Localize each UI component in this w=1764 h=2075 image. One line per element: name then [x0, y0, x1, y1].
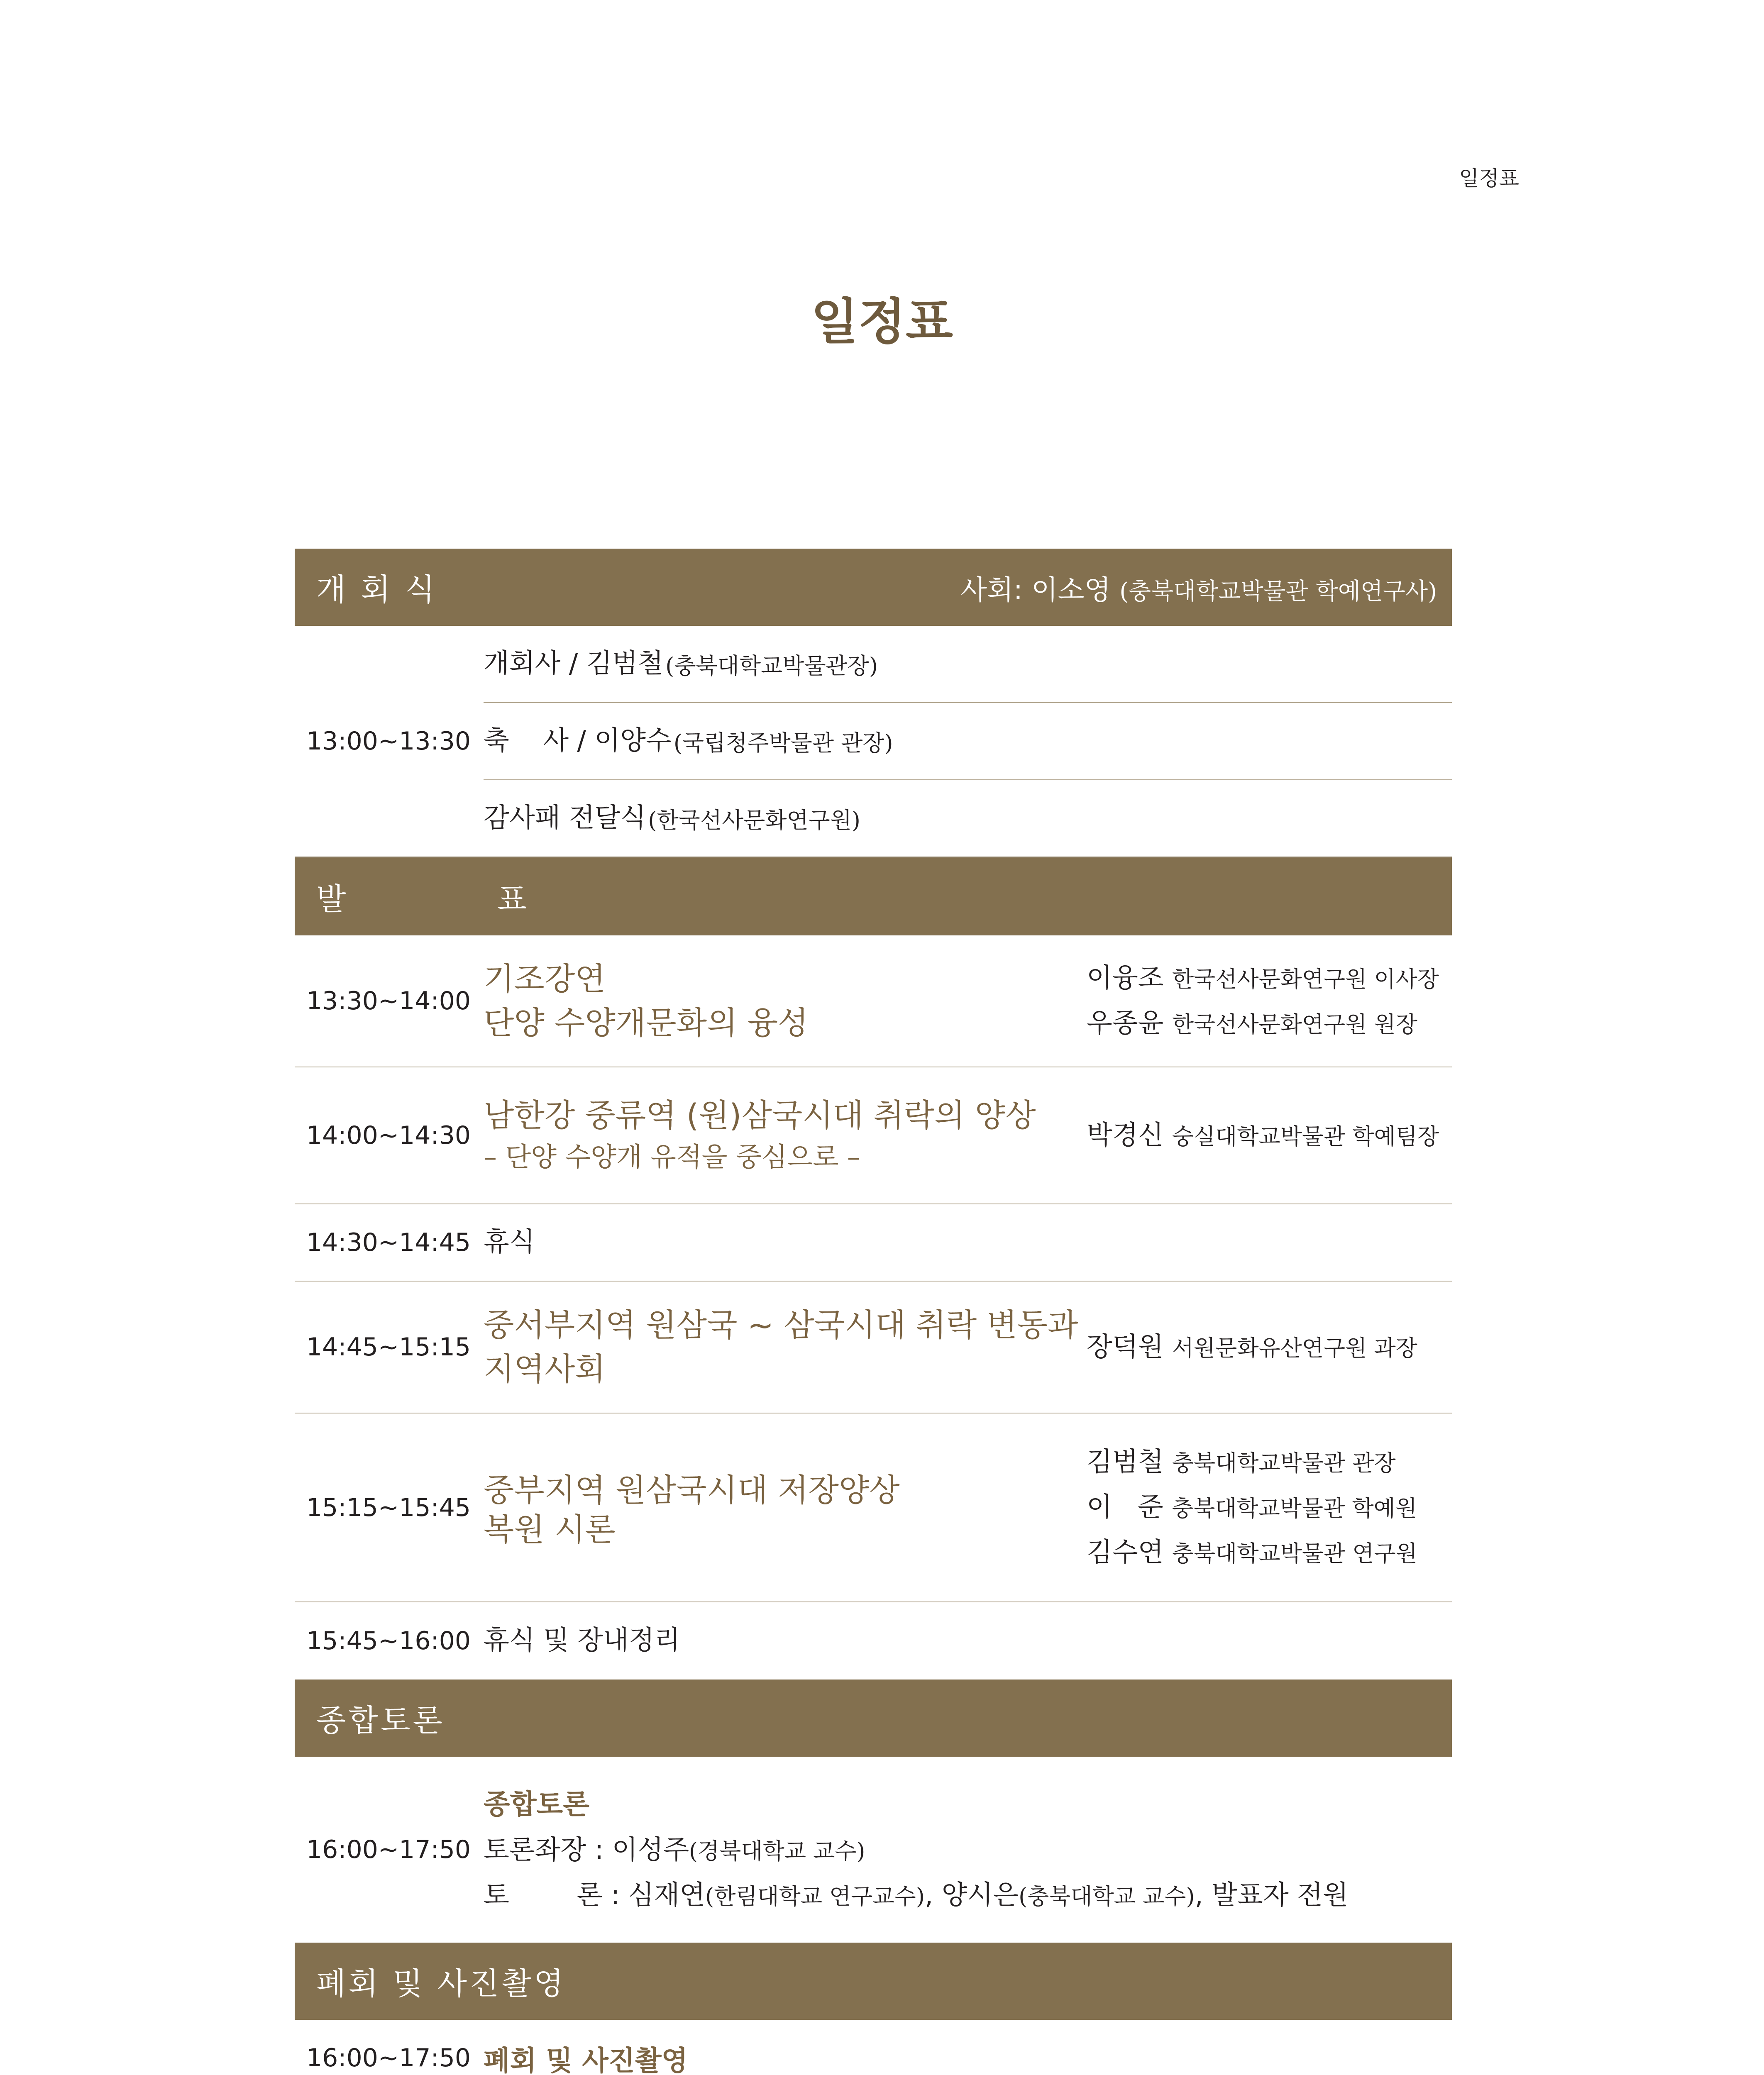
- title-line: 중부지역 원삼국시대 저장양상: [484, 1471, 900, 1509]
- presentation-title: [484, 1468, 1087, 1547]
- section-header-presentations: [295, 858, 1452, 935]
- section-header-discussion: [295, 1680, 1452, 1757]
- time-cell: 16:00~17:50: [306, 2043, 471, 2073]
- time-cell: 14:45~15:15: [306, 1333, 471, 1362]
- presentation-title: [484, 1303, 1087, 1391]
- discussion-row: [295, 1757, 1452, 1943]
- item-text: 축 사 / 이양수: [484, 725, 672, 757]
- break-row: [295, 1204, 1452, 1282]
- speaker: [1087, 1325, 1452, 1370]
- speaker-name: 이융조: [1087, 963, 1164, 994]
- page-title: 일정표: [811, 293, 953, 350]
- speaker: [1087, 1001, 1452, 1046]
- closing-text: 폐회 및 사진촬영: [484, 2044, 688, 2075]
- item-text: 개회사 / 김범철: [484, 648, 664, 679]
- title-line: 기조강연: [484, 960, 606, 997]
- discussion-panel: [484, 1873, 1452, 1918]
- presentation-title: [484, 1094, 1087, 1177]
- title-line: 복원 시론: [484, 1511, 616, 1548]
- time-cell: 15:45~16:00: [306, 1626, 471, 1655]
- speaker: [1087, 956, 1452, 1001]
- speaker: [1087, 1530, 1452, 1575]
- panel-affiliation: (한림대학교 연구교수): [705, 1883, 925, 1910]
- presentation-row: [295, 935, 1452, 1067]
- time-cell: 13:00~13:30: [306, 727, 471, 756]
- closing-item: [484, 2038, 1452, 2075]
- panel-label: 토 론 : 심재연: [484, 1880, 706, 1911]
- break-text: 휴식: [484, 1227, 535, 1258]
- host-affiliation: (충북대학교박물관 학예연구사): [1119, 578, 1437, 605]
- panel-member: , 양시은: [924, 1880, 1019, 1911]
- speaker-list: [1087, 1325, 1452, 1370]
- speaker-name: 우종윤: [1087, 1008, 1164, 1039]
- section-title: 발 표: [316, 881, 550, 917]
- break-text: 휴식 및 장내정리: [484, 1625, 680, 1656]
- discussion-content: [484, 1781, 1452, 1918]
- opening-row: [295, 626, 1452, 858]
- speaker-affiliation: 충북대학교박물관 학예원: [1172, 1495, 1417, 1522]
- panel-tail: , 발표자 전원: [1195, 1880, 1349, 1911]
- title-line: 지역사회: [484, 1350, 606, 1387]
- speaker-list: [1087, 1440, 1452, 1575]
- speaker-affiliation: 서원문화유산연구원 과장: [1172, 1335, 1417, 1361]
- speaker: [1087, 1113, 1452, 1158]
- speaker-affiliation: 충북대학교박물관 연구원: [1172, 1540, 1417, 1567]
- opening-items: [484, 626, 1452, 857]
- section-title: 폐회 및 사진촬영: [316, 1966, 566, 2002]
- speaker-affiliation: 충북대학교박물관 관장: [1172, 1450, 1396, 1477]
- speaker-name: 김수연: [1087, 1537, 1164, 1568]
- running-head: 일정표: [1459, 166, 1519, 190]
- speaker-name: 박경신: [1087, 1120, 1164, 1151]
- section-header-opening: [295, 549, 1452, 626]
- time-cell: 15:15~15:45: [306, 1493, 471, 1522]
- opening-item: [484, 780, 1452, 857]
- presentation-row: [295, 1067, 1452, 1204]
- presentation-row: [295, 1282, 1452, 1413]
- discussion-chair: [484, 1828, 1452, 1873]
- subtitle-line: – 단양 수양개 유적을 중심으로 –: [484, 1142, 860, 1173]
- speaker-name: 장덕원: [1087, 1331, 1164, 1362]
- title-line: 단양 수양개문화의 융성: [484, 1004, 809, 1041]
- item-affiliation: (한국선사문화연구원): [648, 807, 861, 833]
- presentation-title: [484, 957, 1087, 1045]
- speaker-list: [1087, 956, 1452, 1046]
- time-cell: 13:30~14:00: [306, 986, 471, 1016]
- speaker-name: 이 준: [1087, 1492, 1163, 1523]
- speaker-affiliation: 한국선사문화연구원 원장: [1172, 1011, 1417, 1038]
- break-label: [484, 1626, 1452, 1656]
- schedule-table: [295, 549, 1452, 2075]
- presentation-row: [295, 1413, 1452, 1602]
- title-line: 중서부지역 원삼국 ~ 삼국시대 취락 변동과: [484, 1306, 1078, 1343]
- speaker-affiliation: 숭실대학교박물관 학예팀장: [1172, 1123, 1439, 1150]
- discussion-title: 종합토론: [484, 1788, 590, 1821]
- item-text: 감사패 전달식: [484, 803, 646, 834]
- item-affiliation: (충북대학교박물관장): [665, 652, 878, 679]
- time-cell: 14:30~14:45: [306, 1228, 471, 1257]
- section-title: 종합토론: [316, 1703, 445, 1738]
- chair-affiliation: (경북대학교 교수): [689, 1838, 865, 1865]
- host-label: 사회: 이소영: [960, 574, 1111, 606]
- opening-item: [484, 703, 1452, 780]
- chair-label: 토론좌장 : 이성주: [484, 1835, 689, 1866]
- opening-item: [484, 626, 1452, 703]
- closing-row: [295, 2020, 1452, 2075]
- time-cell: 16:00~17:50: [306, 1835, 471, 1864]
- item-affiliation: (국립청주박물관 관장): [673, 730, 893, 756]
- speaker-name: 김범철: [1087, 1447, 1164, 1478]
- speaker-list: [1087, 1113, 1452, 1158]
- time-cell: 14:00~14:30: [306, 1121, 471, 1150]
- speaker: [1087, 1440, 1452, 1485]
- break-label: [484, 1227, 1452, 1258]
- section-header-closing: [295, 1943, 1452, 2020]
- section-title: 개 회 식: [316, 572, 437, 608]
- speaker: [1087, 1485, 1452, 1530]
- break-row: [295, 1602, 1452, 1680]
- title-line: 남한강 중류역 (원)삼국시대 취락의 양상: [484, 1096, 1036, 1134]
- speaker-affiliation: 한국선사문화연구원 이사장: [1172, 966, 1439, 993]
- host-info: [960, 568, 1437, 607]
- panel-affiliation: (충북대학교 교수): [1019, 1883, 1195, 1910]
